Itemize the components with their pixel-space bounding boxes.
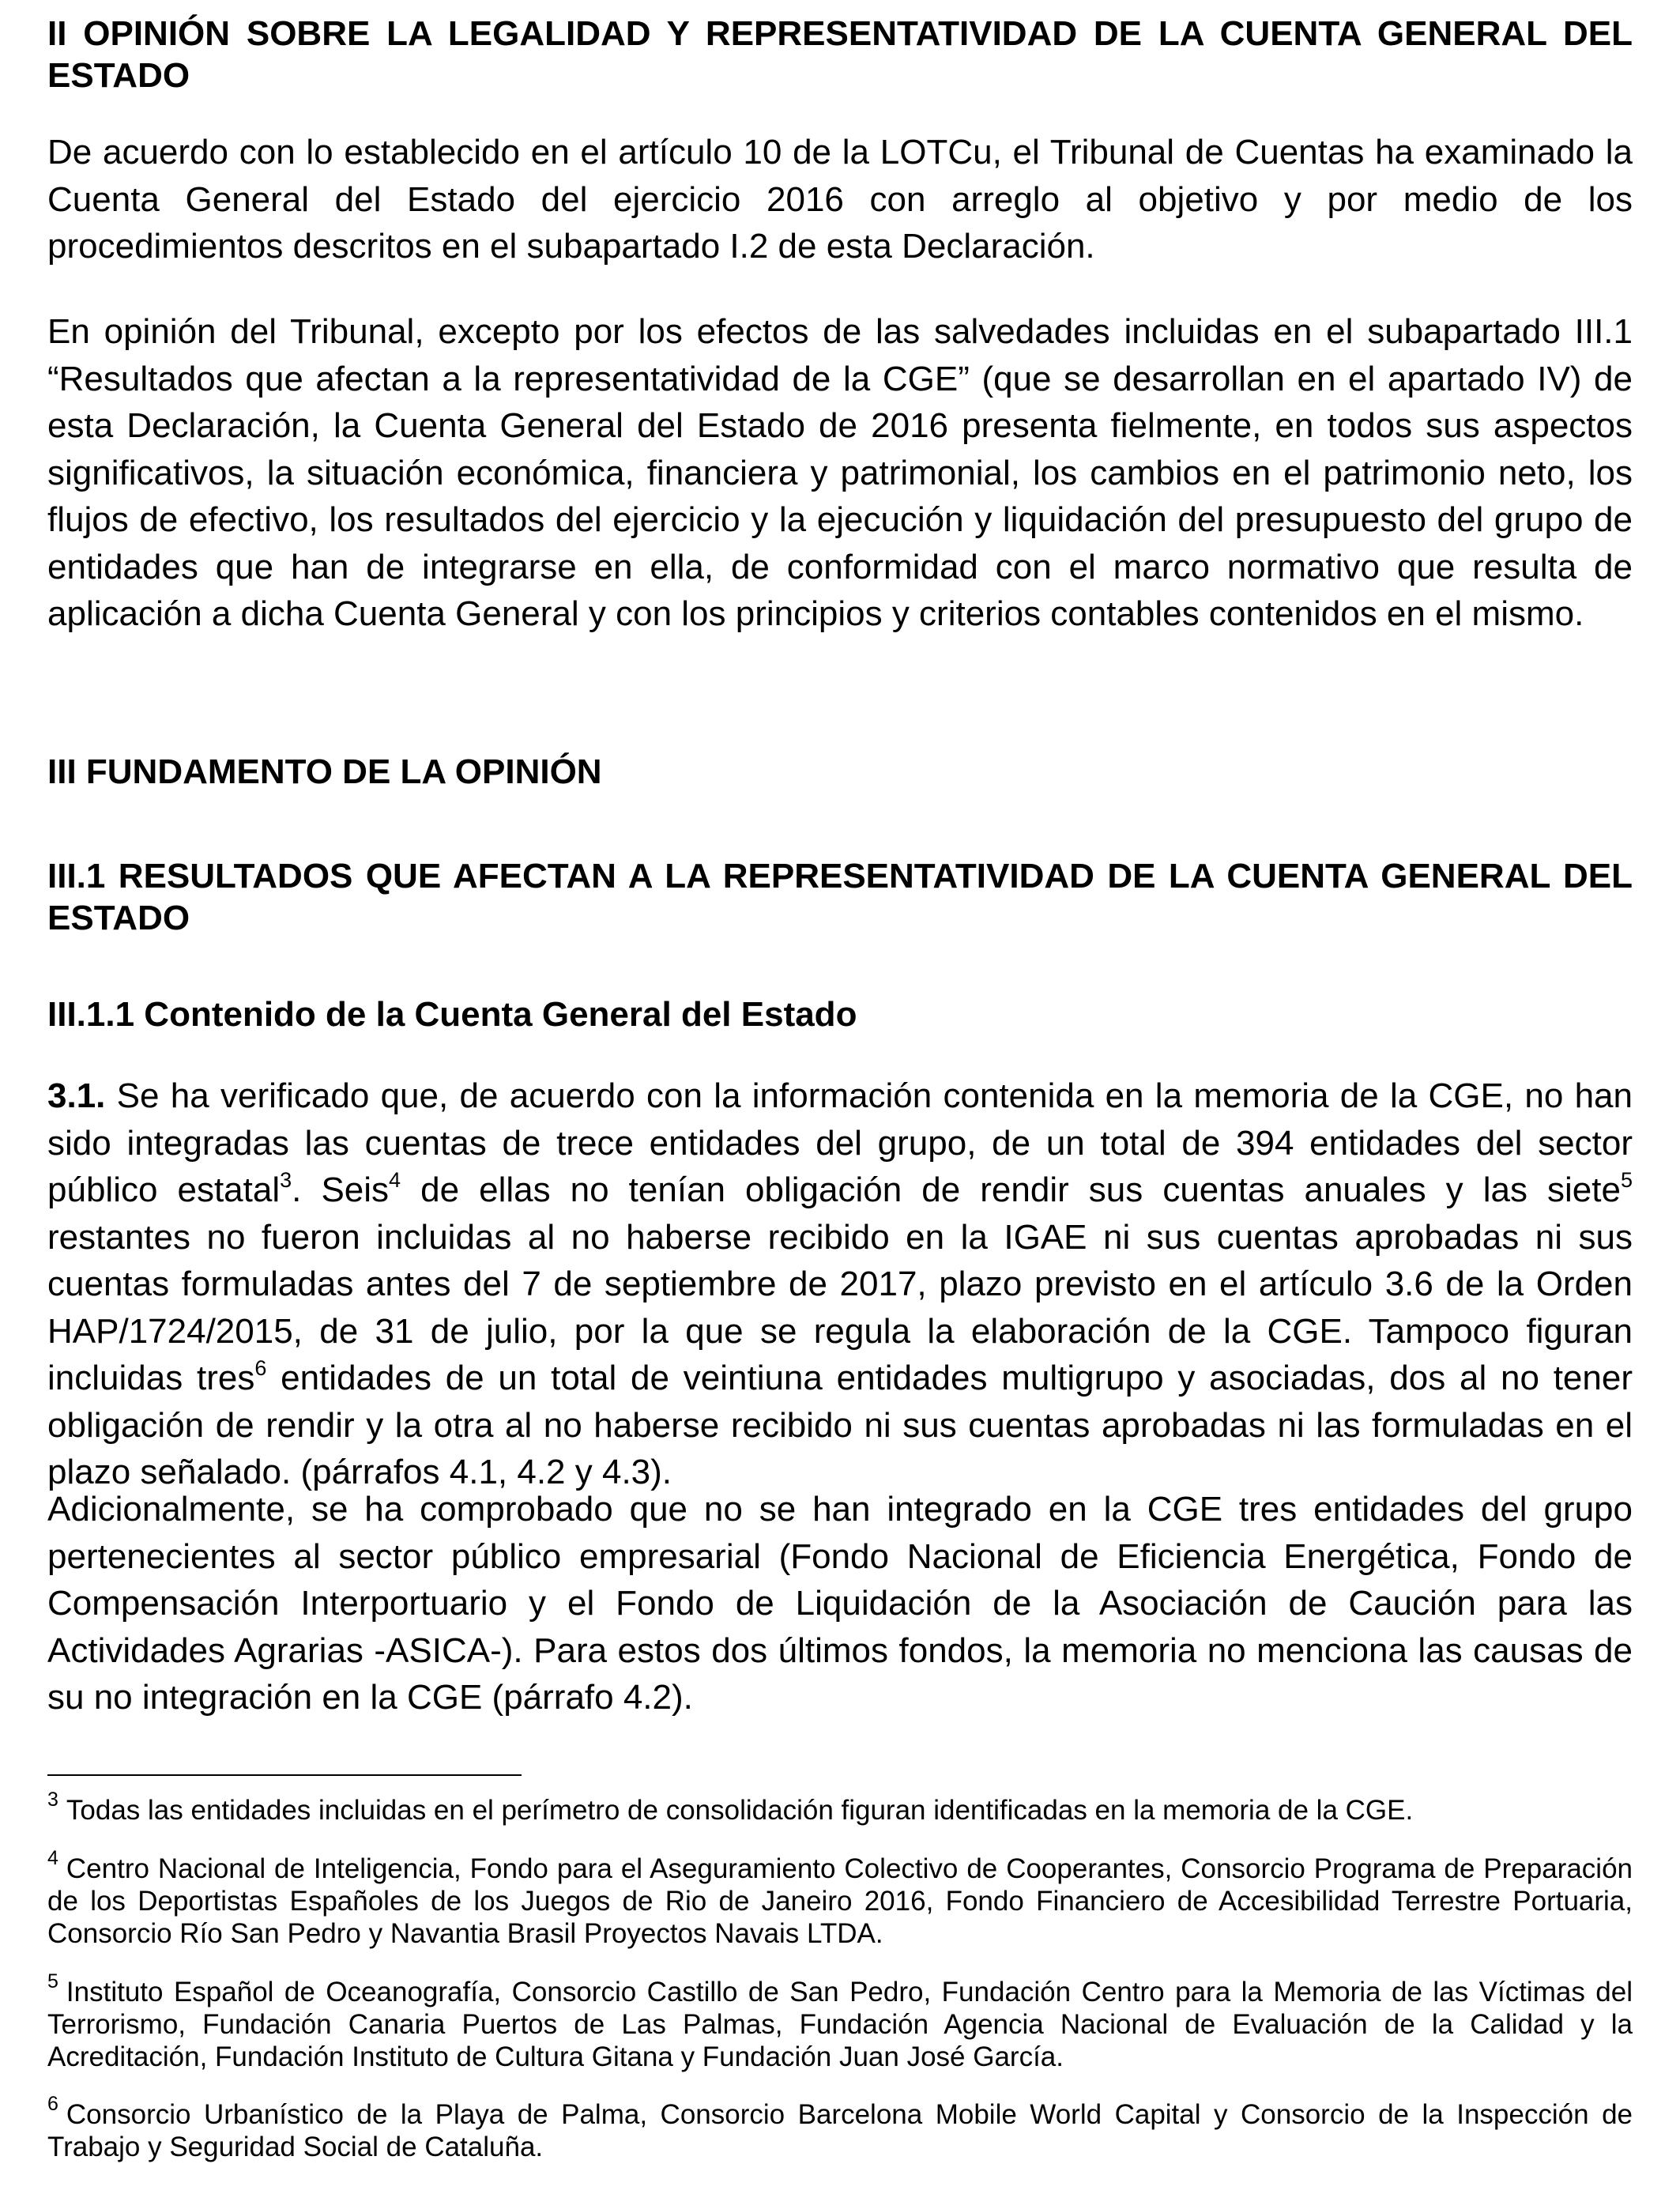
footnote-ref-6: 6 xyxy=(254,1356,267,1381)
footnote-6 xyxy=(47,2093,1633,2163)
footnote-text: Instituto Español de Oceanografía, Consorcio Castillo de San Pedro, Fundación Centro para la Memoria de las Víctimas del Terrorismo, Fundación Canaria Puertos de Las Palmas, Fundación Agencia Nacional de Evaluación de la Calidad y la Acreditación, Fundación Instituto de Cultura Gitana y Fundación Juan José García. xyxy=(47,1977,1633,2072)
footnote-separator xyxy=(47,1774,522,1776)
paragraph-text: entidades de un total de veintiuna entidades multigrupo y asociadas, dos al no tener obligación de rendir y la otra al no haberse recibido ni sus cuentas aprobadas ni las formuladas en el plazo señalado. (párrafos 4.1, 4.2 y 4.3). xyxy=(47,1359,1633,1491)
paragraph-3-1 xyxy=(47,1072,1633,1496)
footnote-text: Consorcio Urbanístico de la Playa de Palma, Consorcio Barcelona Mobile World Capital y Consorcio de la Inspección de Trabajo y Seguridad Social de Cataluña. xyxy=(47,2099,1633,2162)
footnote-3 xyxy=(47,1789,1633,1826)
footnote-5 xyxy=(47,1970,1633,2073)
paragraph-text: . Seis xyxy=(292,1171,390,1209)
footnote-ref-3: 3 xyxy=(280,1168,292,1193)
paragraph-text: Se ha verificado que, de acuerdo con la información contenida en la memoria de la CGE, no han sido integradas las cuentas de trece entidades del grupo, de un total de 394 entidades del sector público estatal xyxy=(47,1076,1633,1209)
footnote-text: Todas las entidades incluidas en el perímetro de consolidación figuran identificadas en la memoria de la CGE. xyxy=(66,1795,1414,1826)
paragraph-number: 3.1. xyxy=(47,1076,106,1115)
footnote-4 xyxy=(47,1847,1633,1950)
paragraph-text: restantes no fueron incluidas al no haberse recibido en la IGAE ni sus cuentas aprobadas ni sus cuentas formuladas antes del 7 de septiembre de 2017, plazo previsto en el artículo 3.6 de la Orden HAP/1724/2015, de 31 de julio, por la que se regula la elaboración de la CGE. Tampoco figuran incluidas tres xyxy=(47,1217,1633,1397)
footnote-number: 4 xyxy=(47,1847,58,1870)
footnote-number: 3 xyxy=(47,1789,58,1811)
subsection-heading-resultados: III.1 RESULTADOS QUE AFECTAN A LA REPRESENTATIVIDAD DE LA CUENTA GENERAL DEL ESTADO xyxy=(47,857,1633,937)
footnote-ref-5: 5 xyxy=(1620,1168,1633,1193)
footnote-number: 6 xyxy=(47,2093,58,2116)
footnote-number: 5 xyxy=(47,1970,58,1993)
paragraph-additional: Adicionalmente, se ha comprobado que no se han integrado en la CGE tres entidades del grupo pertenecientes al sector público empresarial (Fondo Nacional de Eficiencia Energética, Fondo de Compensación Interportuario y el Fondo de Liquidación de la Asociación de Caución para las Actividades Agrarias -ASICA-). Para estos dos últimos fondos, la memoria no menciona las causas de su no integración en la CGE (párrafo 4.2). xyxy=(47,1490,1633,1717)
paragraph-opinion: En opinión del Tribunal, excepto por los efectos de las salvedades incluidas en el subapartado III.1 “Resultados que afectan a la representatividad de la CGE” (que se desarrollan en el apartado IV) de esta Declaración, la Cuenta General del Estado de 2016 presenta fielmente, en todos sus aspectos significativos, la situación económica, financiera y patrimonial, los cambios en el patrimonio neto, los flujos de efectivo, los resultados del ejercicio y la ejecución y liquidación del presupuesto del grupo de entidades que han de integrarse en ella, de conformidad con el marco normativo que resulta de aplicación a dicha Cuenta General y con los principios y criterios contables contenidos en el mismo. xyxy=(47,312,1633,633)
paragraph-text: de ellas no tenían obligación de rendir sus cuentas anuales y las siete xyxy=(401,1171,1621,1209)
footnote-text: Centro Nacional de Inteligencia, Fondo para el Aseguramiento Colectivo de Cooperantes, Consorcio Programa de Preparación de los Deportistas Españoles de los Juegos de Rio de Janeiro 2016, Fondo Financiero de Accesibilidad Terrestre Portuaria, Consorcio Río San Pedro y Navantia Brasil Proyectos Navais LTDA. xyxy=(47,1853,1633,1949)
section-heading-fundamento: III FUNDAMENTO DE LA OPINIÓN xyxy=(47,752,602,791)
subsection-heading-contenido: III.1.1 Contenido de la Cuenta General del Estado xyxy=(47,995,857,1034)
footnote-ref-4: 4 xyxy=(389,1168,401,1193)
paragraph-examination: De acuerdo con lo establecido en el artículo 10 de la LOTCu, el Tribunal de Cuentas ha examinado la Cuenta General del Estado del ejercicio 2016 con arreglo al objetivo y por medio de los procedimientos descritos en el subapartado I.2 de esta Declaración. xyxy=(47,133,1633,266)
section-heading-opinion: II OPINIÓN SOBRE LA LEGALIDAD Y REPRESENTATIVIDAD DE LA CUENTA GENERAL DEL ESTADO xyxy=(47,14,1633,95)
